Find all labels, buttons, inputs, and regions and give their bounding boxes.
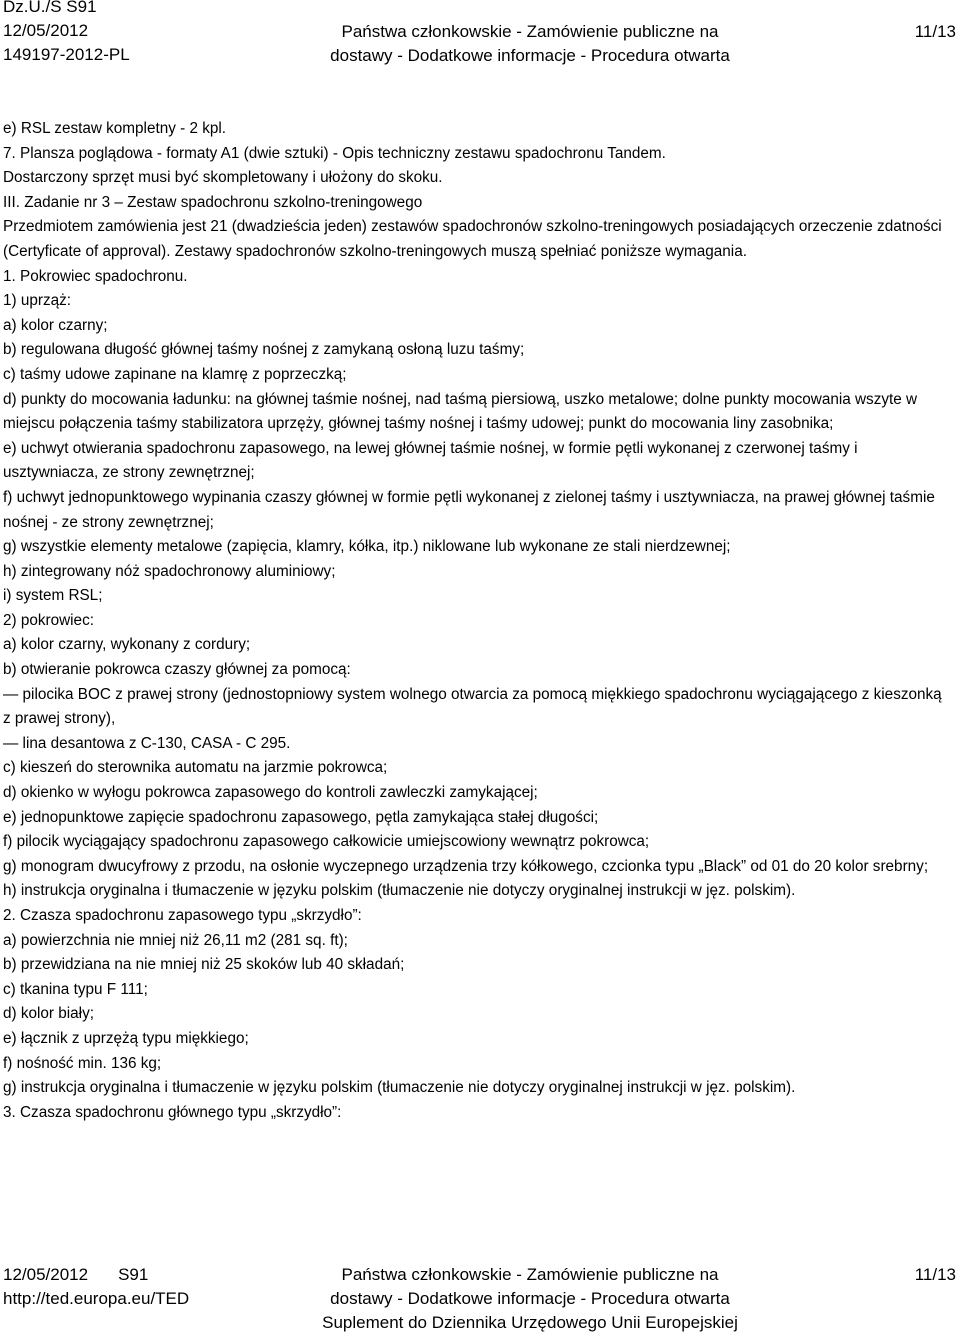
page-footer xyxy=(0,1262,960,1334)
body-line: c) tkanina typu F 111; xyxy=(3,980,148,998)
body-line: 2) pokrowiec: xyxy=(3,611,94,629)
body-line: a) kolor czarny; xyxy=(3,316,108,334)
body-line: g) instrukcja oryginalna i tłumaczenie w języku polskim (tłumaczenie nie dotyczy oryginalnej instrukcji w jęz. polskim). xyxy=(3,1079,796,1097)
footer-date: 12/05/2012 xyxy=(3,1265,89,1284)
body-line: 7. Plansza poglądowa - formaty A1 (dwie sztuki) - Opis techniczny zestawu spadochronu Tandem. xyxy=(3,144,666,162)
footer-oj-series: S91 xyxy=(118,1265,149,1284)
body-line: — lina desantowa z C-130, CASA - C 295. xyxy=(3,734,291,752)
body-paragraph: — pilocika BOC z prawej strony (jednostopniowy system wolnego otwarcia za pomocą miękkiego spadochronu wyciągającego z kieszonką z prawej strony), xyxy=(3,685,942,728)
footer-url: http://ted.europa.eu/TED xyxy=(3,1289,190,1308)
body-line: c) kieszeń do sterownika automatu na jarzmie pokrowca; xyxy=(3,759,388,777)
body-line: c) taśmy udowe zapinane na klamrę z poprzeczką; xyxy=(3,365,347,383)
page-header xyxy=(0,0,960,72)
body-line: b) otwieranie pokrowca czaszy głównej za pomocą: xyxy=(3,661,351,679)
document-body xyxy=(3,117,953,1125)
body-line: f) nośność min. 136 kg; xyxy=(3,1054,162,1072)
oj-reference: Dz.U./S S91 xyxy=(3,0,97,16)
body-paragraph: e) uchwyt otwierania spadochronu zapasowego, na lewej głównej taśmie nośnej, w formie pętli wykonanej z czerwonej taśmy i usztywniacza, ze strony zewnętrznej; xyxy=(3,439,858,482)
body-line: a) powierzchnia nie mniej niż 26,11 m2 (281 sq. ft); xyxy=(3,931,348,949)
body-line: g) wszystkie elementy metalowe (zapięcia, klamry, kółka, itp.) niklowane lub wykonane ze stali nierdzewnej; xyxy=(3,538,731,556)
header-title-line-2: dostawy - Dodatkowe informacje - Procedura otwarta xyxy=(330,46,730,65)
body-line: h) instrukcja oryginalna i tłumaczenie w języku polskim (tłumaczenie nie dotyczy oryginalnej instrukcji w jęz. polskim). xyxy=(3,882,796,900)
footer-date-series xyxy=(3,1263,189,1287)
footer-left xyxy=(3,1263,189,1311)
header-title xyxy=(330,20,730,68)
body-line: e) łącznik z uprzężą typu miękkiego; xyxy=(3,1029,249,1047)
header-left xyxy=(3,0,130,67)
body-line: 1. Pokrowiec spadochronu. xyxy=(3,267,188,285)
footer-title-line-3: Suplement do Dziennika Urzędowego Unii Europejskiej xyxy=(322,1313,738,1332)
body-paragraph: f) uchwyt jednopunktowego wypinania czaszy głównej w formie pętli wykonanej z zielonej taśmy i usztywniacza, na prawej głównej taśmie nośnej - ze strony zewnętrznej; xyxy=(3,488,935,531)
section-heading: III. Zadanie nr 3 – Zestaw spadochronu szkolno-treningowego xyxy=(3,193,423,211)
document-id: 149197-2012-PL xyxy=(3,45,130,64)
body-line: f) pilocik wyciągający spadochronu zapasowego całkowicie umiejscowiony wewnątrz pokrowca; xyxy=(3,833,650,851)
body-line: h) zintegrowany nóż spadochronowy aluminiowy; xyxy=(3,562,336,580)
body-line: e) jednopunktowe zapięcie spadochronu zapasowego, pętla zamykająca stałej długości; xyxy=(3,808,599,826)
header-title-line-1: Państwa członkowskie - Zamówienie publiczne na xyxy=(341,22,719,41)
body-line: 1) uprząż: xyxy=(3,292,72,310)
body-paragraph: Przedmiotem zamówienia jest 21 (dwadzieścia jeden) zestawów spadochronów szkolno-treningowych posiadających orzeczenie zdatności (Certyficate of approval). Zestawy spadochronów szkolno-treningowych muszą spełniać poniższe wymagania. xyxy=(3,218,942,260)
body-line: b) przewidziana na nie mniej niż 25 skoków lub 40 składań; xyxy=(3,956,405,974)
body-line: e) RSL zestaw kompletny - 2 kpl. xyxy=(3,120,227,137)
body-line: b) regulowana długość głównej taśmy nośnej z zamykaną osłoną luzu taśmy; xyxy=(3,341,525,359)
body-line: a) kolor czarny, wykonany z cordury; xyxy=(3,636,251,654)
body-line: Dostarczony sprzęt musi być skompletowany i ułożony do skoku. xyxy=(3,169,443,187)
header-date: 12/05/2012 xyxy=(3,21,89,40)
body-paragraph: g) monogram dwucyfrowy z przodu, na osłonie wyczepnego urządzenia trzy kółkowego, czcionka typu „Black” od 01 do 20 kolor srebrny; xyxy=(3,857,929,875)
body-line: d) kolor biały; xyxy=(3,1005,94,1023)
body-line: i) system RSL; xyxy=(3,587,103,605)
body-line: 3. Czasza spadochronu głównego typu „skrzydło”: xyxy=(3,1103,342,1121)
header-page-number: 11/13 xyxy=(914,22,956,41)
body-line: d) okienko w wyłogu pokrowca zapasowego do kontroli zawleczki zamykającej; xyxy=(3,784,538,802)
footer-title-line-1: Państwa członkowskie - Zamówienie publiczne na xyxy=(341,1265,719,1284)
body-paragraph: d) punkty do mocowania ładunku: na głównej taśmie nośnej, nad taśmą piersiową, uszko metalowe; dolne punkty mocowania wszyte w miejscu połączenia taśmy stabilizatora uprzęży, głównej taśmy nośnej i taśmy udowej; punkt do mocowania liny zasobnika; xyxy=(3,390,918,433)
footer-title xyxy=(280,1263,780,1335)
body-line: 2. Czasza spadochronu zapasowego typu „skrzydło”: xyxy=(3,907,362,924)
footer-page-number: 11/13 xyxy=(914,1265,956,1284)
footer-title-line-2: dostawy - Dodatkowe informacje - Procedura otwarta xyxy=(330,1289,730,1308)
